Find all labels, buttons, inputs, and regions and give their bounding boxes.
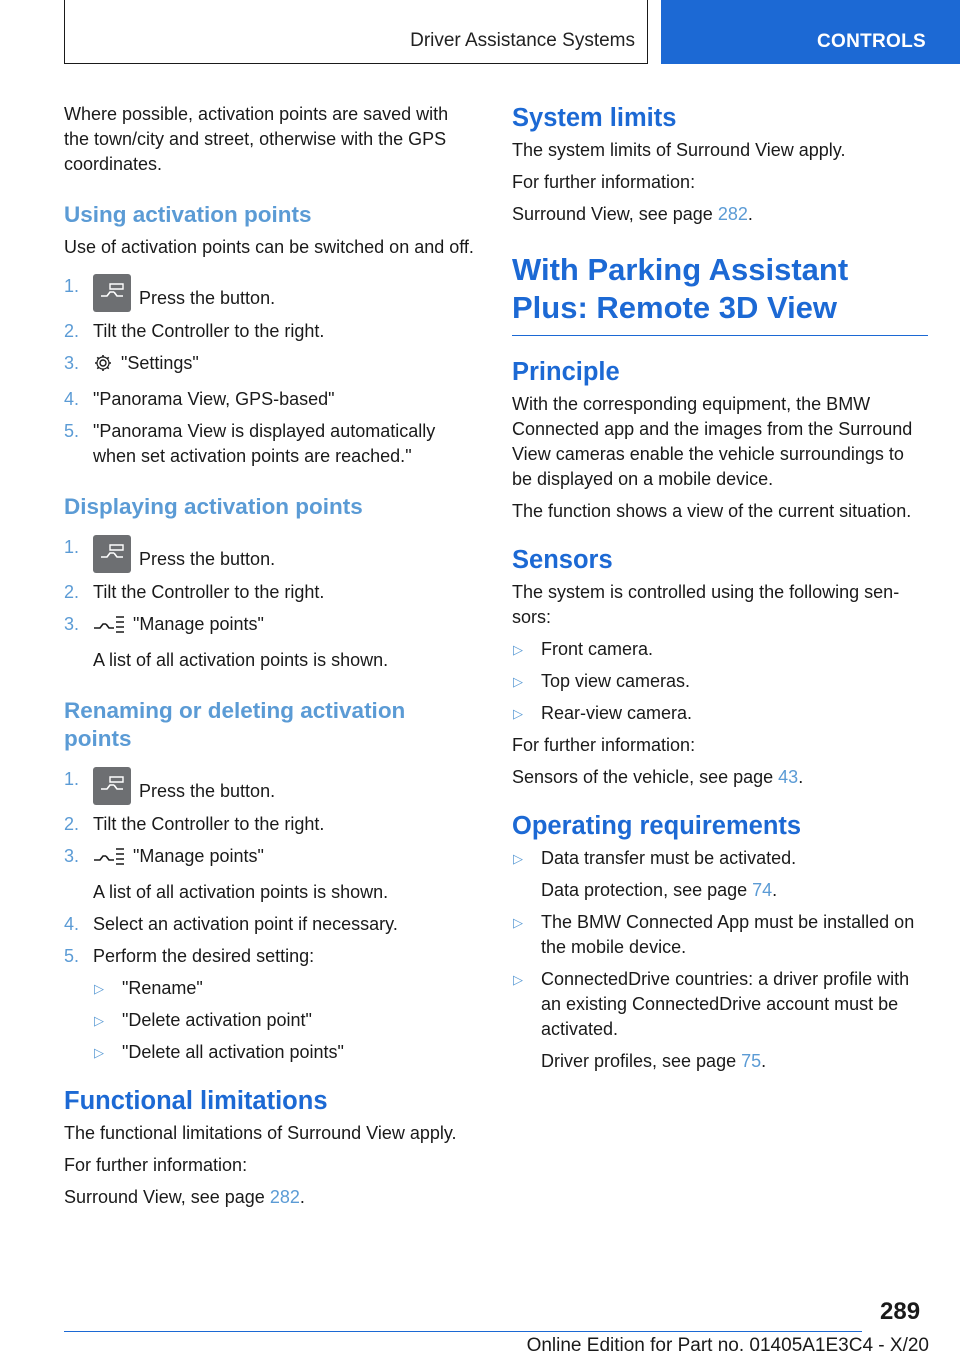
triangle-bullet-icon: ▷: [513, 706, 523, 721]
list-item: [512, 910, 928, 960]
sensors-list: [512, 637, 928, 726]
list-item: [64, 767, 474, 805]
func-reference: Surround View, see page 282.: [64, 1187, 305, 1207]
heading-functional-limitations: Functional limitations: [64, 1087, 328, 1115]
sensors-text: The system is controlled using the following sensors:: [512, 582, 900, 627]
heading-sensors: Sensors: [512, 546, 613, 574]
step-text: Tilt the Controller to the right.: [93, 582, 325, 602]
step-text: Tilt the Controller to the right.: [93, 321, 325, 341]
driving-assist-button-icon: [93, 767, 131, 805]
heading-displaying-activation-points: Displaying activation points: [64, 494, 363, 519]
step-number: 4.: [64, 389, 80, 409]
option-text: "Rename": [122, 978, 203, 998]
heading-renaming-deleting: Renaming or deleting activation points: [64, 698, 406, 751]
right-column: [512, 102, 928, 1081]
list-item: [64, 612, 474, 673]
triangle-bullet-icon: ▷: [513, 851, 523, 866]
principle-text-2: The function shows a view of the current situation.: [512, 501, 912, 521]
step-number: 2.: [64, 321, 80, 341]
sensor-text: Top view cameras.: [541, 671, 691, 691]
requirement-reference: Driver profiles, see page 75.: [541, 1051, 767, 1071]
list-item: [64, 419, 474, 469]
requirement-text: The BMW Connected App must be installed on the mobile device.: [541, 912, 915, 957]
limits-text: The system limits of Surround View apply.: [512, 140, 846, 160]
limits-reference: Surround View, see page 282.: [512, 204, 753, 224]
func-more: For further information:: [64, 1155, 248, 1175]
step-subtext: A list of all activation points is shown.: [93, 650, 389, 670]
triangle-bullet-icon: ▷: [513, 674, 523, 689]
list-item: [64, 944, 474, 1065]
step-number: 3.: [64, 353, 80, 373]
sensors-more: For further information:: [512, 735, 696, 755]
list-item: [93, 1040, 474, 1065]
heading-remote-3d-view: With Parking Assistant Plus: Remote 3D View: [512, 251, 928, 336]
gear-icon: [93, 353, 113, 380]
page-link[interactable]: 282: [269, 1187, 300, 1207]
heading-operating-requirements: Operating requirements: [512, 812, 802, 840]
step-number: 3.: [64, 614, 80, 634]
list-item: [512, 669, 928, 694]
reference-text: Sensors of the vehicle, see page: [512, 767, 779, 787]
list-item: [64, 912, 474, 937]
sensors-reference: Sensors of the vehicle, see page 43.: [512, 767, 804, 787]
list-item: [512, 967, 928, 1074]
page-link[interactable]: 74: [752, 880, 773, 900]
page-link[interactable]: 75: [741, 1051, 762, 1071]
step-number: 1.: [64, 276, 80, 296]
list-item: [64, 351, 474, 380]
triangle-bullet-icon: ▷: [513, 915, 523, 930]
step-number: 2.: [64, 814, 80, 834]
sensor-text: Rear-view camera.: [541, 703, 693, 723]
using-steps: [64, 274, 474, 469]
list-item: [64, 580, 474, 605]
requirement-text: ConnectedDrive countries: a driver profile with an existing ConnectedDrive account must be activated.: [541, 969, 910, 1039]
heading-using-activation-points: Using activation points: [64, 202, 312, 227]
step-text: "Manage points": [133, 614, 264, 634]
requirement-text: Data transfer must be activated.: [541, 848, 797, 868]
list-item: [64, 387, 474, 412]
step-text: Press the button.: [139, 781, 276, 801]
reference-text: Driver profiles, see page: [541, 1051, 742, 1071]
reference-text: Data protection, see page: [541, 880, 753, 900]
sensor-text: Front camera.: [541, 639, 654, 659]
using-text: Use of activation points can be switched on and off.: [64, 237, 474, 257]
page-link[interactable]: 43: [778, 767, 799, 787]
reference-text: Surround View, see page: [64, 1187, 270, 1207]
step-number: 3.: [64, 846, 80, 866]
list-item: [512, 846, 928, 903]
heading-principle: Principle: [512, 358, 620, 386]
step-text: "Panorama View, GPS-based": [93, 389, 335, 409]
heading-system-limits: System limits: [512, 104, 677, 132]
principle-text: With the corresponding equipment, the BMW Connected app and the images from the Surround View cameras enable the vehicle surroundings to be displayed on a mobile device.: [512, 394, 913, 489]
step-text: Tilt the Controller to the right.: [93, 814, 325, 834]
footer-divider: [64, 1331, 862, 1332]
triangle-bullet-icon: ▷: [94, 981, 104, 996]
left-column: [64, 102, 474, 1217]
list-item: [64, 535, 474, 573]
manage-points-icon: [93, 614, 125, 641]
list-item: [64, 274, 474, 312]
list-item: [512, 701, 928, 726]
list-item: [93, 1008, 474, 1033]
step-number: 5.: [64, 946, 80, 966]
list-item: [64, 319, 474, 344]
limits-more: For further information:: [512, 172, 696, 192]
triangle-bullet-icon: ▷: [513, 642, 523, 657]
requirement-reference: Data protection, see page 74.: [541, 880, 778, 900]
header-section-title: Driver Assistance Systems: [410, 30, 635, 51]
step-text: Perform the desired setting:: [93, 946, 315, 966]
intro-paragraph: Where possible, activation points are saved with the town/city and street, otherwise with the GPS coordinates.: [64, 104, 449, 174]
header-chapter-tab: [661, 0, 960, 64]
list-item: [93, 976, 474, 1001]
func-text: The functional limitations of Surround View apply.: [64, 1123, 457, 1143]
step-text: "Panorama View is displayed automatically when set activation points are reached.": [93, 421, 436, 466]
step-text: Press the button.: [139, 549, 276, 569]
rename-options: [93, 976, 474, 1065]
step-number: 1.: [64, 769, 80, 789]
step-number: 2.: [64, 582, 80, 602]
reference-text: Surround View, see page: [512, 204, 718, 224]
display-steps: [64, 535, 474, 673]
step-text: Select an activation point if necessary.: [93, 914, 398, 934]
step-number: 1.: [64, 537, 80, 557]
header-section-box: [64, 0, 648, 64]
driving-assist-button-icon: [93, 535, 131, 573]
footer-edition: Online Edition for Part no. 01405A1E3C4 - X/20: [526, 1335, 929, 1356]
manage-points-icon: [93, 846, 125, 873]
requirements-list: [512, 846, 928, 1074]
option-text: "Delete activation point": [122, 1010, 312, 1030]
step-subtext: A list of all activation points is shown.: [93, 882, 389, 902]
triangle-bullet-icon: ▷: [513, 972, 523, 987]
step-number: 5.: [64, 421, 80, 441]
list-item: [64, 812, 474, 837]
page-number: 289: [880, 1298, 921, 1325]
step-number: 4.: [64, 914, 80, 934]
step-text: Press the button.: [139, 288, 276, 308]
list-item: [64, 844, 474, 905]
page-link[interactable]: 282: [717, 204, 748, 224]
driving-assist-button-icon: [93, 274, 131, 312]
option-text: "Delete all activation points": [122, 1042, 344, 1062]
step-text: "Settings": [121, 353, 199, 373]
rename-steps: [64, 767, 474, 1065]
list-item: [512, 637, 928, 662]
header-chapter-title: CONTROLS: [816, 31, 926, 52]
triangle-bullet-icon: ▷: [94, 1013, 104, 1028]
step-text: "Manage points": [133, 846, 264, 866]
triangle-bullet-icon: ▷: [94, 1045, 104, 1060]
